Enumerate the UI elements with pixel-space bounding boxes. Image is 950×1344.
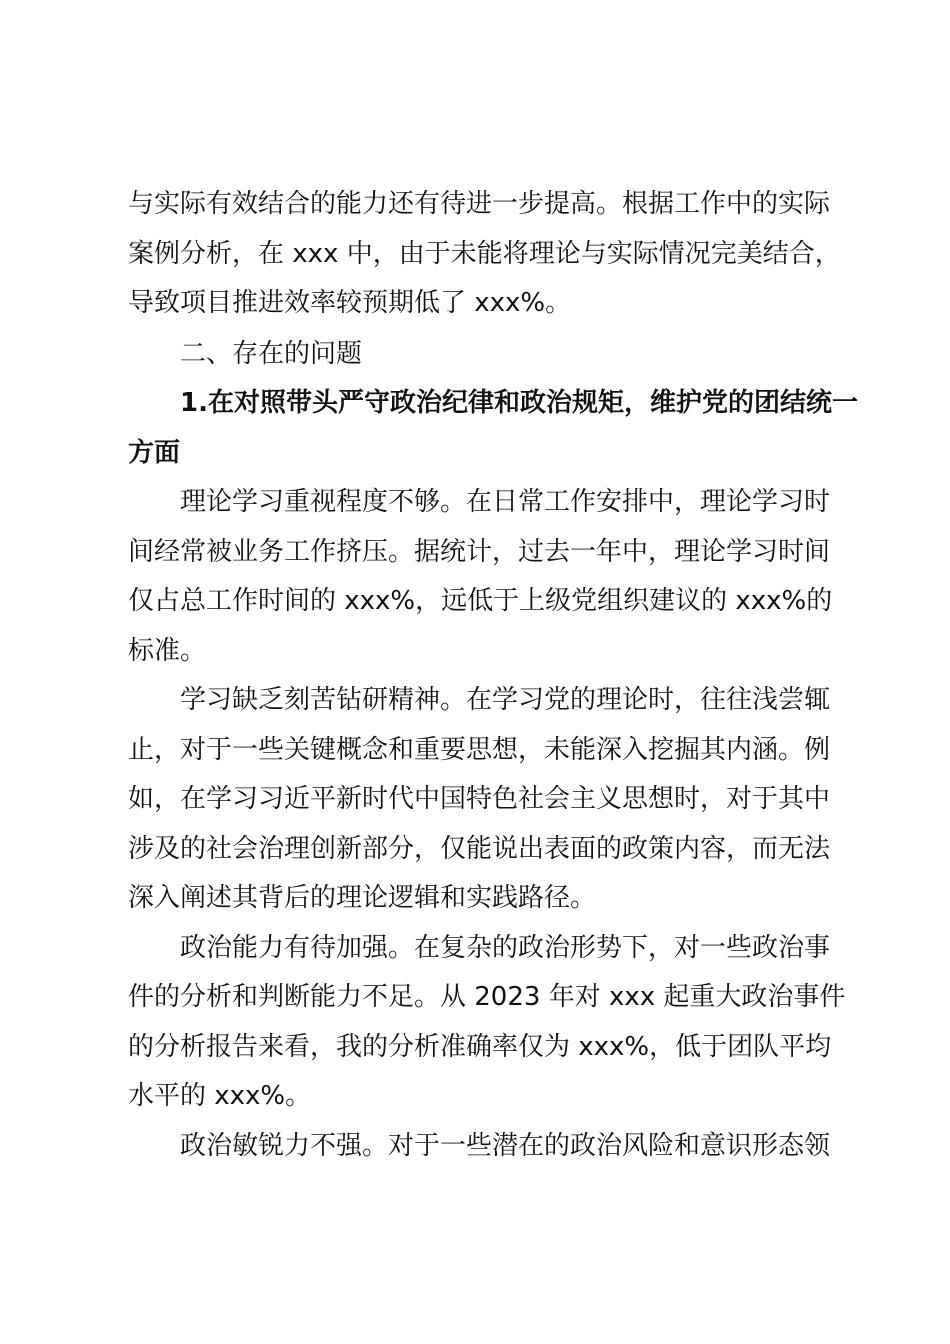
text-line: 导致项目推进效率较预期低了 xxx%。: [128, 288, 572, 318]
paragraph: [128, 478, 832, 676]
document-body: [128, 180, 858, 1171]
section-heading-text: 二、存在的问题: [180, 338, 363, 369]
text-line: 理论学习重视程度不够。在日常工作安排中，理论学习时: [180, 487, 831, 517]
text-line: 学习缺乏刻苦钻研精神。在学习党的理论时，往往浅尝辄: [180, 685, 831, 715]
text-line: 深入阐述其背后的理论逻辑和实践路径。: [128, 883, 597, 913]
paragraph: [128, 676, 832, 924]
text-line: 止，对于一些关键概念和重要思想，未能深入挖掘其内涵。例: [128, 734, 831, 765]
text-line: 涉及的社会治理创新部分，仅能说出表面的政策内容，而无法: [128, 833, 831, 864]
text-line: 仅占总工作时间的 xxx%，远低于上级党组织建议的 xxx%的: [128, 586, 833, 616]
paragraph-continuation: [128, 180, 841, 329]
text-line: 案例分析，在 xxx 中，由于未能将理论与实际情况完美结合，: [128, 238, 841, 269]
text-line: 的分析报告来看，我的分析准确率仅为 xxx%，低于团队平均: [128, 1031, 832, 1062]
text-line: 政治能力有待加强。在复杂的政治形势下，对一些政治事: [180, 932, 831, 963]
text-line: 政治敏锐力不强。对于一些潜在的政治风险和意识形态领: [180, 1130, 831, 1161]
text-line: 标准。: [128, 635, 207, 666]
paragraph: [128, 924, 846, 1122]
text-line: 件的分析和判断能力不足。从 2023 年对 xxx 起重大政治事件: [128, 982, 846, 1012]
text-line: 水平的 xxx%。: [128, 1081, 312, 1111]
text-line: 1.在对照带头严守政治纪律和政治规矩，维护党的团结统一: [180, 388, 858, 418]
text-line: 方面: [128, 437, 181, 468]
subsection-heading: [128, 379, 858, 478]
paragraph: [128, 1122, 832, 1172]
section-heading: [128, 330, 832, 380]
text-line: 间经常被业务工作挤压。据统计，过去一年中，理论学习时间: [128, 536, 831, 567]
text-line: 与实际有效结合的能力还有待进一步提高。根据工作中的实际: [128, 189, 831, 219]
text-line: 如，在学习习近平新时代中国特色社会主义思想时，对于其中: [128, 784, 831, 814]
